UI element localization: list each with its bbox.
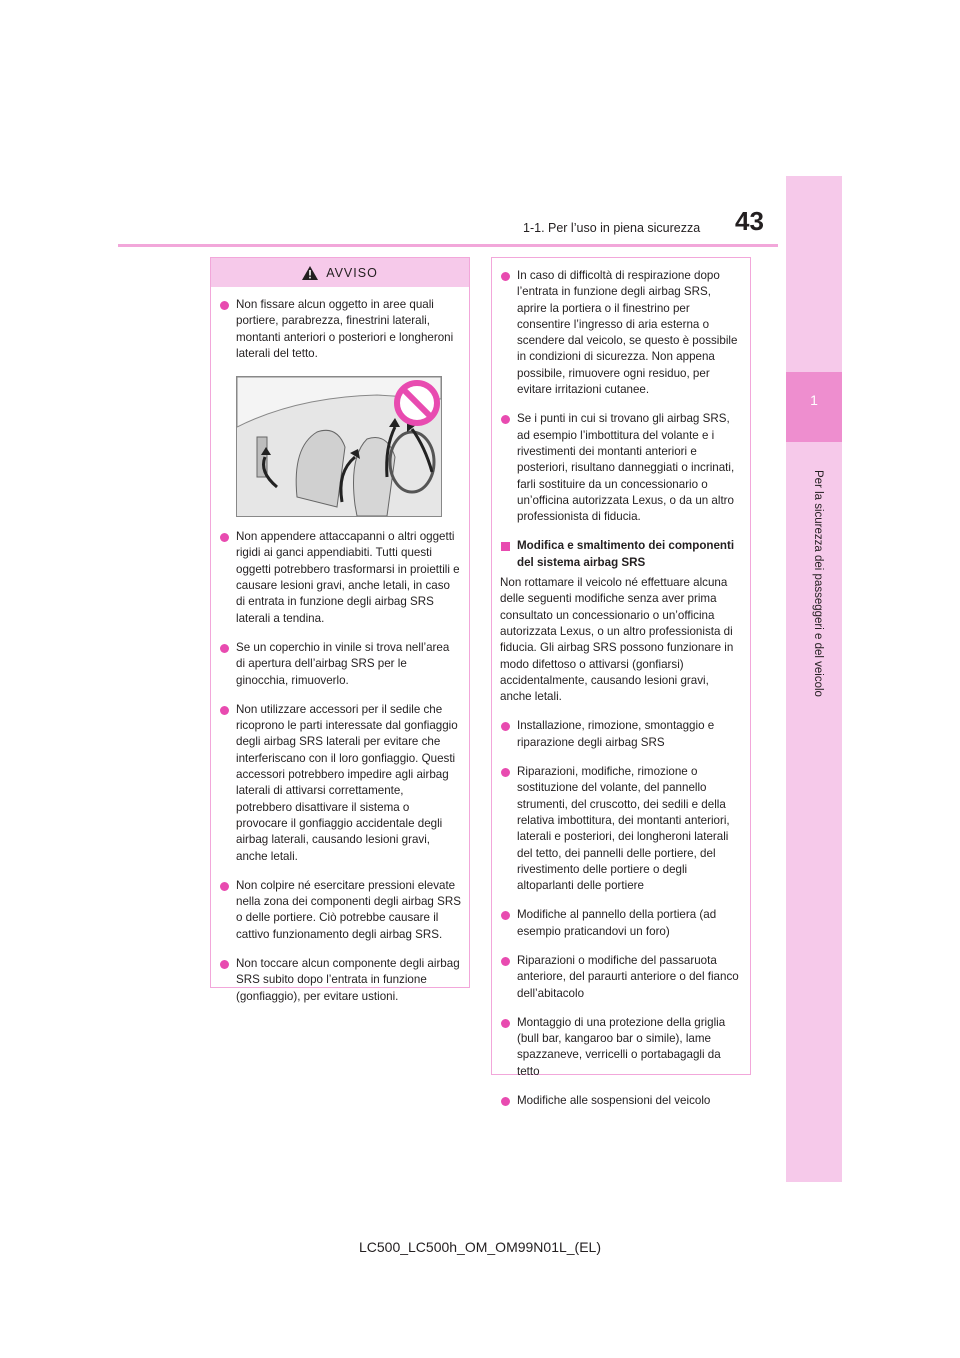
warning-title: AVVISO bbox=[326, 265, 378, 280]
list-item: Modifiche alle sospensioni del veicolo bbox=[500, 1093, 742, 1109]
list-item: Installazione, rimozione, smontaggio e riparazione degli airbag SRS bbox=[500, 718, 742, 751]
footer-code: LC500_LC500h_OM_OM99N01L_(EL) bbox=[358, 1239, 602, 1255]
warning-item: Non fissare alcun oggetto in aree quali portiere, parabrezza, finestrini laterali, montanti anteriori o posteriori e longheroni laterali del tetto. bbox=[219, 297, 461, 362]
warning-item: Non toccare alcun componente degli airbag SRS subito dopo l’entrata in funzione (gonfiaggio), per evitare ustioni. bbox=[219, 956, 461, 1005]
warning-item: Non colpire né esercitare pressioni elevate nella zona dei componenti degli airbag SRS o delle portiere. Ciò potrebbe causare il cattivo funzionamento degli airbag SRS. bbox=[219, 878, 461, 943]
subheading: Modifica e smaltimento dei componenti del sistema airbag SRS bbox=[500, 538, 742, 571]
warning-item: Non utilizzare accessori per il sedile che ricoprono le parti interessate dal gonfiaggio degli airbag SRS laterali per evitare che interferiscano con il loro gonfiaggio. Questi accessori potrebbero impedire agli airbag laterali di attivarsi correttamente, potrebbero disattivare il sistema o provocare il gonfiaggio accidentale degli airbag laterali, causando lesioni gravi, anche letali. bbox=[219, 702, 461, 865]
header-divider bbox=[118, 244, 778, 247]
chapter-title: Per la sicurezza dei passeggeri e del veicolo bbox=[812, 470, 824, 697]
list-item: Montaggio di una protezione della griglia (bull bar, kangaroo bar o simile), lame spazzaneve, verricelli o portabagagli da tetto bbox=[500, 1015, 742, 1080]
warning-header bbox=[211, 258, 469, 287]
warning-triangle-icon bbox=[302, 266, 318, 280]
warning-item: Se un coperchio in vinile si trova nell’area di apertura dell’airbag SRS per le ginocchia, rimuoverlo. bbox=[219, 640, 461, 689]
warning-item: In caso di difficoltà di respirazione dopo l’entrata in funzione degli airbag SRS, aprire la portiera o il finestrino per consentire l’ingresso di aria esterna o scendere dal veicolo, se questo è possibile in condizioni di sicurezza. Non appena possibile, rimuovere ogni residuo, per evitare irritazioni cutanee. bbox=[500, 268, 742, 398]
list-item: Riparazioni, modifiche, rimozione o sostituzione del volante, del pannello strumenti, del cruscotto, dei sedili e della relativa imbottitura, dei montanti anteriori, laterali e posteriori, dei longheroni laterali del tetto, dei pannelli delle portiere, del rivestimento delle portiere o degli altoparlanti delle portiere bbox=[500, 764, 742, 894]
warning-item: Non appendere attaccapanni o altri oggetti rigidi ai ganci appendiabiti. Tutti questi oggetti potrebbero trasformarsi in proiettili e causare lesioni gravi, anche letali, in caso di entrata in funzione degli airbag SRS laterali a tendina. bbox=[219, 529, 461, 627]
car-interior-illustration bbox=[236, 376, 442, 517]
warning-item: Se i punti in cui si trovano gli airbag SRS, ad esempio l’imbottitura del volante e i rivestimenti dei montanti anteriori e posteriori, risultano danneggiati o incrinati, farli sostituire da un concessionario o un’officina autorizzata Lexus, o da un altro professionista di fiducia. bbox=[500, 411, 742, 525]
list-item: Riparazioni o modifiche del passaruota anteriore, del paraurti anteriore o del fianco dell’abitacolo bbox=[500, 953, 742, 1002]
continued-warning-box bbox=[491, 257, 751, 1108]
warning-box bbox=[210, 257, 470, 1003]
section-title: 1-1. Per l’uso in piena sicurezza bbox=[523, 221, 701, 235]
list-item: Modifiche al pannello della portiera (ad esempio praticandovi un foro) bbox=[500, 907, 742, 940]
paragraph: Non rottamare il veicolo né effettuare alcuna delle seguenti modifiche senza aver prima consultato un concessionario o un’officina autorizzata Lexus, o un altro professionista di fiducia. Gli airbag SRS possono funzionare in modo difettoso o attivarsi (gonfiarsi) accidentalmente, causando lesioni gravi, anche letali. bbox=[500, 576, 734, 704]
page-number: 43 bbox=[735, 206, 764, 236]
chapter-number: 1 bbox=[810, 392, 818, 408]
